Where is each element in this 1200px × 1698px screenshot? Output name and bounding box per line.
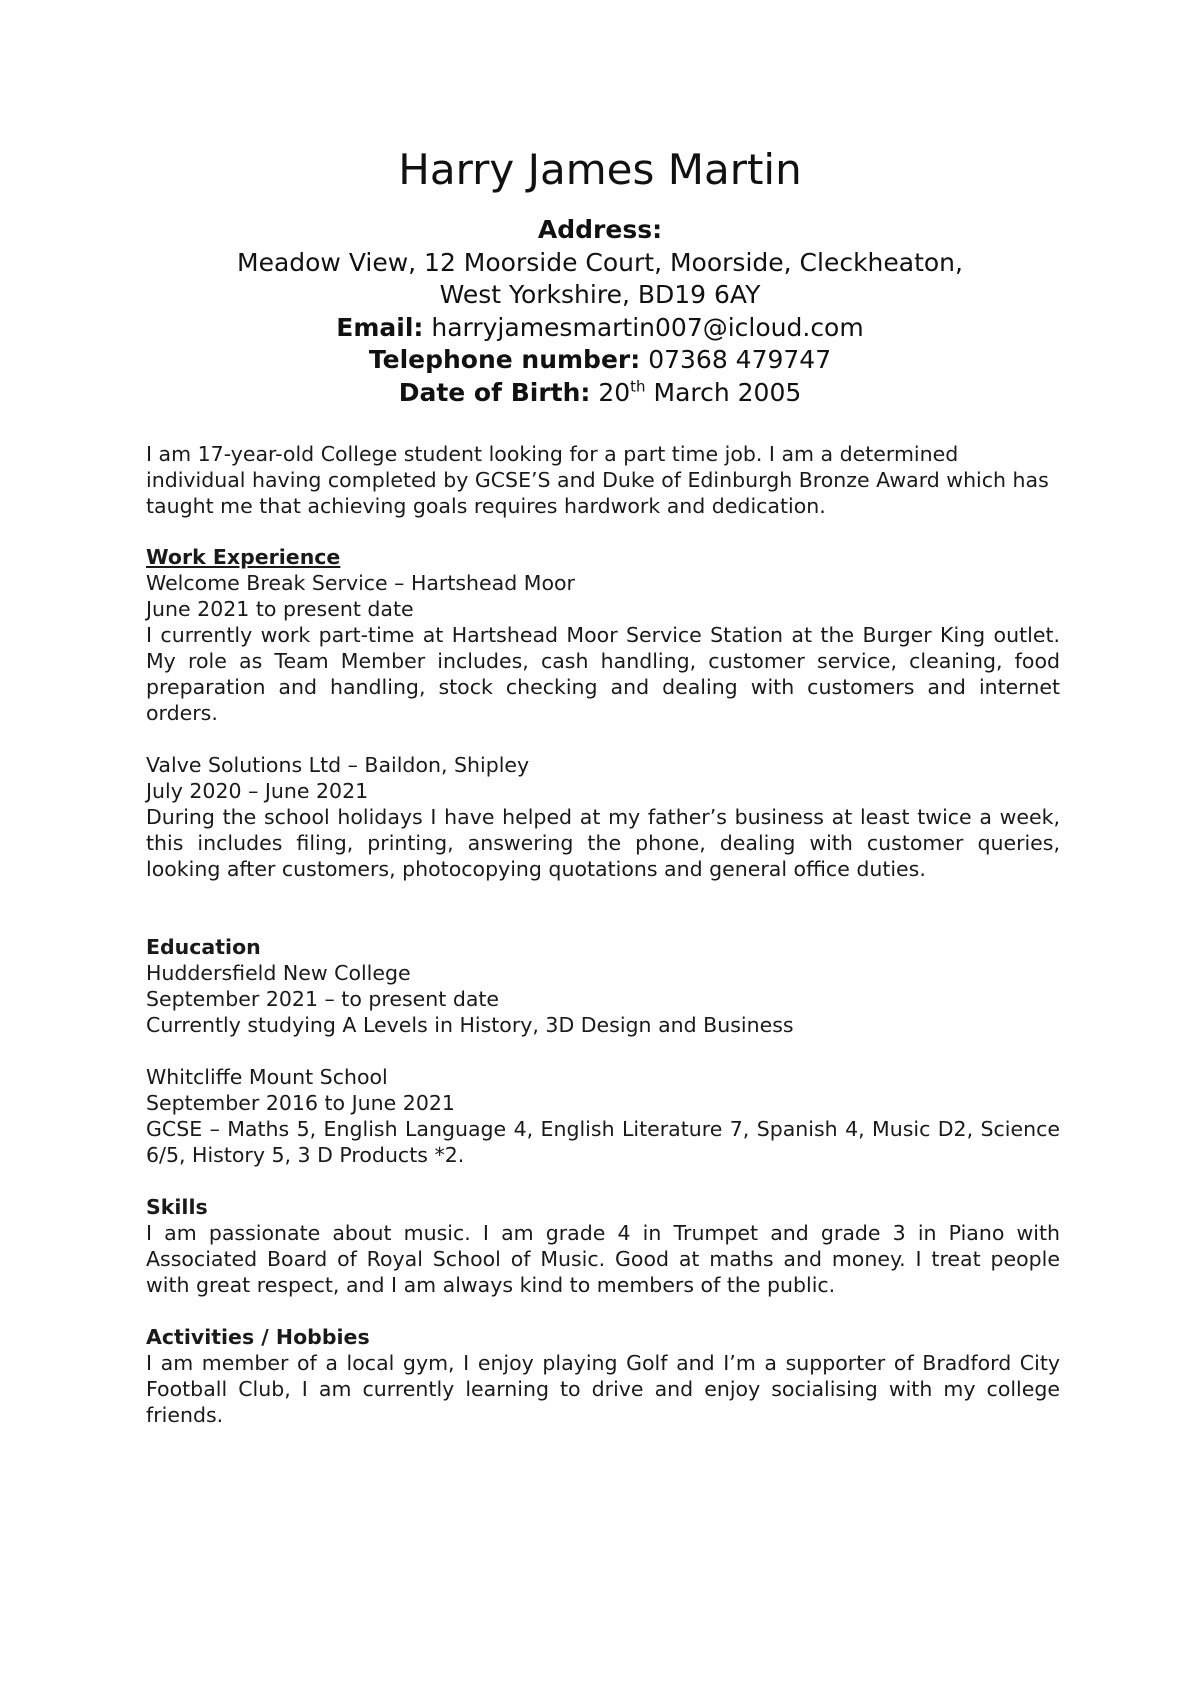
candidate-name: Harry James Martin: [398, 145, 802, 194]
job-description: During the school holidays I have helped at my father’s business at least twice a week, this includes filing, printing, answering the phone, dealing with customer queries, looking after customers, photocopying quotations and general office duties.: [146, 805, 1060, 881]
dob-suffix: th: [630, 377, 646, 396]
phone-value: 07368 479747: [648, 345, 832, 374]
email-label: Email:: [336, 312, 424, 342]
phone-line: [0, 344, 1200, 377]
job-employer: Valve Solutions Ltd – Baildon, Shipley: [146, 753, 530, 777]
education-section: [146, 934, 1060, 1038]
hobbies-text: I am member of a local gym, I enjoy playing Golf and I’m a supporter of Bradford City Football Club, I am currently learning to drive and enjoy socialising with my college friends.: [146, 1351, 1060, 1427]
hobbies-heading: Activities / Hobbies: [146, 1325, 370, 1349]
education-details: GCSE – Maths 5, English Language 4, English Literature 7, Spanish 4, Music D2, Science 6/5, History 5, 3 D Products *2.: [146, 1117, 1060, 1167]
education-dates: September 2016 to June 2021: [146, 1091, 455, 1115]
hobbies-section: [146, 1324, 1060, 1428]
skills-heading: Skills: [146, 1195, 208, 1219]
email-value: harryjamesmartin007@icloud.com: [431, 312, 864, 342]
work-experience-section: [146, 544, 1060, 726]
education-heading: Education: [146, 935, 261, 959]
phone-label: Telephone number:: [368, 345, 641, 374]
email-line: [0, 312, 1200, 345]
job-description: I currently work part-time at Hartshead Moor Service Station at the Burger King outlet. My role as Team Member includes, cash handling, customer service, cleaning, food preparation and handling, stock checking and dealing with customers and internet orders.: [146, 623, 1060, 725]
dob-rest: March 2005: [653, 377, 802, 407]
dob-label: Date of Birth:: [398, 377, 591, 407]
address-label: Address:: [537, 215, 663, 244]
education-dates: September 2021 – to present date: [146, 987, 500, 1011]
dob-line: [0, 377, 1200, 410]
profile-section: [146, 441, 1060, 519]
work-experience-job-2: [146, 752, 1060, 882]
job-employer: Welcome Break Service – Hartshead Moor: [146, 571, 575, 595]
job-dates: July 2020 – June 2021: [146, 779, 369, 803]
skills-section: [146, 1194, 1060, 1298]
address-line-2: West Yorkshire, BD19 6AY: [439, 280, 761, 309]
profile-text: I am 17-year-old College student looking for a part time job. I am a determined individual having completed by GCSE’S and Duke of Edinburgh Bronze Award which has taught me that achieving goals requires hardwork and dedication.: [146, 442, 1049, 518]
education-entry-2: [146, 1064, 1060, 1168]
skills-text: I am passionate about music. I am grade 4 in Trumpet and grade 3 in Piano with Associated Board of Royal School of Music. Good at maths and money. I treat people with great respect, and I am always kind to members of the public.: [146, 1221, 1060, 1297]
education-school: Whitcliffe Mount School: [146, 1065, 388, 1089]
dob-day: 20: [598, 377, 631, 407]
education-details: Currently studying A Levels in History, 3D Design and Business: [146, 1013, 794, 1037]
address-label-line: [0, 214, 1200, 247]
work-experience-heading: Work Experience: [146, 545, 341, 569]
education-school: Huddersfield New College: [146, 961, 411, 985]
address-line-1: Meadow View, 12 Moorside Court, Moorside, Cleckheaton,: [237, 247, 963, 277]
job-dates: June 2021 to present date: [146, 597, 414, 621]
contact-block: [0, 214, 1200, 409]
